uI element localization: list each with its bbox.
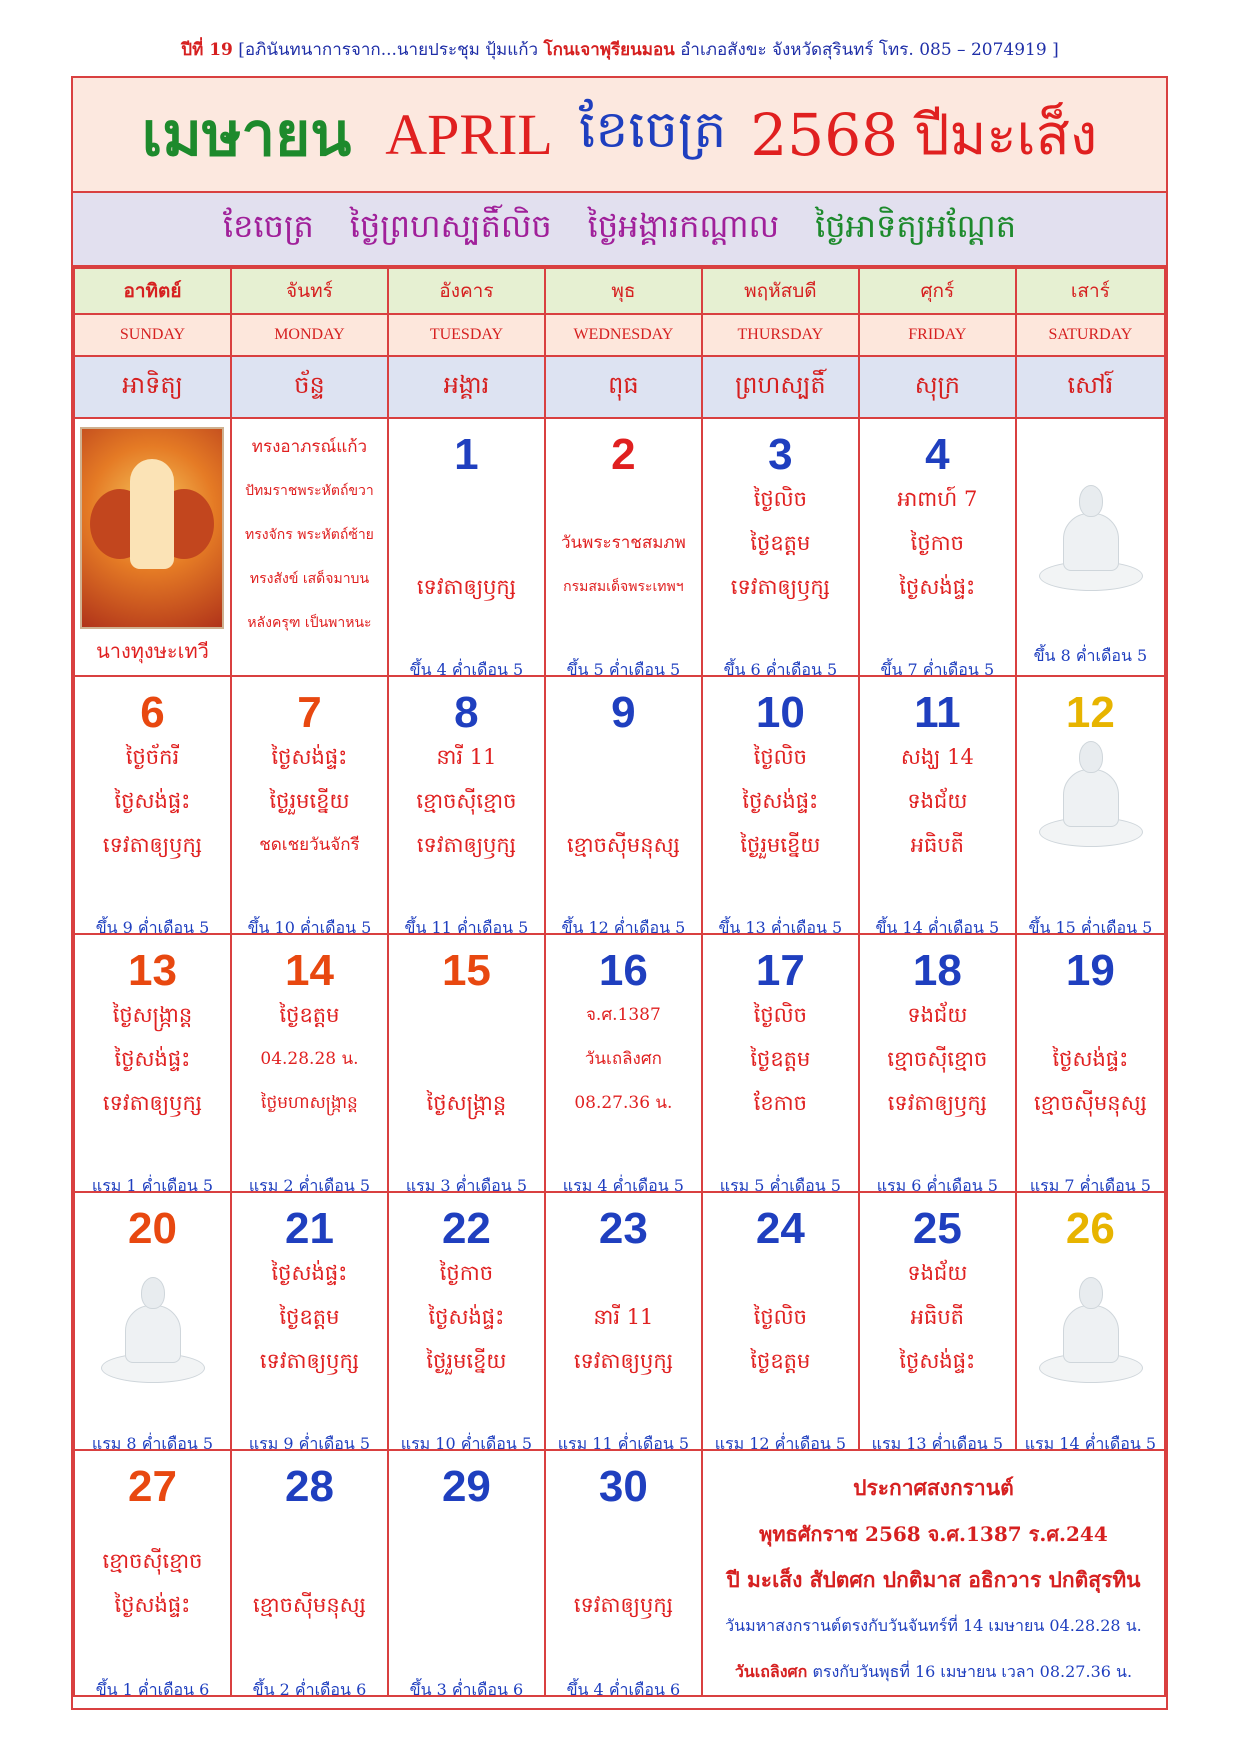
day-cell[interactable] xyxy=(74,1192,231,1450)
day-cell[interactable] xyxy=(388,1192,545,1450)
note-line: ខ្មោចស៊ីខ្មោច xyxy=(416,789,517,813)
songkran-thaloeng-label: วันเถลิงศก xyxy=(734,1662,808,1681)
weekday-english: MONDAY xyxy=(231,314,388,356)
week-row-3 xyxy=(74,934,1165,1192)
lunar-date: แรม 11 ค่ำเดือน 5 xyxy=(557,1434,690,1450)
note-line: ទងជ័យ xyxy=(907,1003,968,1027)
songkran-maha-day: วันมหาสงกรานต์ตรงกับวันจันทร์ที่ 14 เมษายน 04.28.28 น. xyxy=(725,1616,1142,1635)
lunar-date: แรม 8 ค่ำเดือน 5 xyxy=(91,1434,214,1450)
day-number: 7 xyxy=(297,688,322,737)
lunar-date: แรม 10 ค่ำเดือน 5 xyxy=(400,1434,533,1450)
lunar-date: ขึ้น 4 ค่ำเดือน 5 xyxy=(409,660,524,676)
weekday-english: THURSDAY xyxy=(702,314,859,356)
songkran-era: พุทธศักราช 2568 จ.ศ.1387 ร.ศ.244 xyxy=(759,1522,1108,1546)
note-line: ថ្ងៃសង់ផ្ទះ xyxy=(1052,1047,1129,1071)
weekday-thai: อาทิตย์ xyxy=(74,268,231,314)
day-number: 3 xyxy=(768,430,793,479)
note-line: ថ្ងៃរួមខ្នើយ xyxy=(740,833,821,857)
note-line: អធិបតី xyxy=(910,1305,964,1329)
day-cell[interactable] xyxy=(545,1450,702,1696)
lunar-date: แรม 2 ค่ำเดือน 5 xyxy=(248,1176,371,1192)
note-line: ទេវតាឲ្យឫក្ស xyxy=(102,1091,203,1115)
day-number: 23 xyxy=(598,1204,648,1253)
note-line: ថ្ងៃសង់ផ្ទះ xyxy=(114,1593,191,1617)
day-number: 17 xyxy=(755,946,805,995)
thai-month-title: เมษายน xyxy=(141,100,352,170)
note-line: ខ្មោចស៊ីមនុស្ស xyxy=(1033,1091,1147,1115)
day-number: 28 xyxy=(284,1462,334,1511)
note-line: ខ្មោចស៊ីខ្មោច xyxy=(102,1549,203,1573)
day-number: 1 xyxy=(454,430,479,479)
day-cell[interactable] xyxy=(1016,1192,1165,1450)
week-row-4 xyxy=(74,1192,1165,1450)
credit-line xyxy=(0,36,1240,63)
note-line: ថ្ងៃកាច xyxy=(910,531,964,555)
day-cell[interactable] xyxy=(545,418,702,676)
note-line: ថ្ងៃលិច xyxy=(753,487,808,511)
day-cell[interactable] xyxy=(1016,418,1165,676)
day-number: 13 xyxy=(128,946,177,995)
note-line: ทรงอาภรณ์แก้ว xyxy=(251,437,368,457)
day-number: 15 xyxy=(441,946,491,995)
day-number: 2 xyxy=(611,430,636,479)
day-number: 12 xyxy=(1065,688,1115,737)
day-cell[interactable] xyxy=(859,1192,1016,1450)
day-cell[interactable] xyxy=(702,676,859,934)
day-cell[interactable] xyxy=(545,676,702,934)
note-line: ទេវតាឲ្យឫក្ស xyxy=(887,1091,987,1115)
lunar-date: ขึ้น 15 ค่ำเดือน 5 xyxy=(1028,918,1153,934)
note-line: ថ្ងៃរួមខ្នើយ xyxy=(269,789,350,813)
day-number: 30 xyxy=(598,1462,648,1511)
weekday-thai: จันทร์ xyxy=(231,268,388,314)
khmer-subtitle-band xyxy=(73,193,1166,267)
lunar-date: ขึ้น 8 ค่ำเดือน 5 xyxy=(1033,646,1148,665)
weekday-thai: เสาร์ xyxy=(1016,268,1165,314)
note-line: នារី 11 xyxy=(593,1305,654,1329)
note-line: ថ្ងៃសង្ក្រាន្ត xyxy=(112,1003,193,1027)
songkran-thaloeng-line xyxy=(703,1649,1164,1695)
note-line: 08.27.36 น. xyxy=(574,1093,673,1113)
khmer-subtitle-0: ខែចេត្រ xyxy=(223,206,314,245)
lunar-date: แรม 13 ค่ำเดือน 5 xyxy=(871,1434,1003,1450)
weekday-row-thai xyxy=(74,268,1165,314)
note-line: ทรงสังข์ เสด็จมาบน xyxy=(249,571,370,587)
lunar-date: แรม 7 ค่ำเดือน 5 xyxy=(1029,1176,1151,1192)
week-row-2 xyxy=(74,676,1165,934)
day-number: 18 xyxy=(912,946,962,995)
english-month-title: APRIL xyxy=(385,102,553,167)
note-line: ថ្ងៃលិច xyxy=(753,1003,808,1027)
note-line: ថ្ងៃសង់ផ្ទះ xyxy=(271,1261,348,1285)
day-cell[interactable] xyxy=(702,934,859,1192)
day-cell[interactable] xyxy=(1016,934,1165,1192)
weekday-english: SATURDAY xyxy=(1016,314,1165,356)
note-line: ទេវតាឲ្យឫក្ស xyxy=(416,575,516,599)
buddha-image xyxy=(1035,1271,1145,1389)
note-line: จ.ศ.1387 xyxy=(585,1005,661,1025)
day-number: 4 xyxy=(925,430,950,479)
lunar-date: ขึ้น 11 ค่ำเดือน 5 xyxy=(404,918,529,934)
lunar-date: แรม 9 ค่ำเดือน 5 xyxy=(248,1434,371,1450)
week-row-5 xyxy=(74,1450,1165,1696)
note-line: ទេវតាឲ្យឫក្ស xyxy=(416,833,516,857)
note-line: ទេវតាឲ្យឫក្ស xyxy=(573,1593,673,1617)
note-line: ថ្ងៃរួមខ្នើយ xyxy=(426,1349,507,1373)
lunar-date: ขึ้น 2 ค่ำเดือน 6 xyxy=(252,1680,367,1696)
note-line: ปัทมราชพระหัตถ์ขวา xyxy=(245,483,374,499)
songkran-thaloeng: ตรงกับวันพุธที่ 16 เมษายน เวลา 08.27.36 น. xyxy=(812,1662,1133,1681)
khmer-subtitle-3: ថ្ងៃអាទិត្យអណ្ដែត xyxy=(815,206,1016,245)
day-cell[interactable] xyxy=(859,418,1016,676)
weekday-khmer: ពុធ xyxy=(545,356,702,418)
weekday-thai: อังคาร xyxy=(388,268,545,314)
year-title: 2568 xyxy=(750,100,898,169)
lunar-date: ขึ้น 6 ค่ำเดือน 5 xyxy=(723,660,838,676)
note-line: หลังครุฑ เป็นพาหนะ xyxy=(247,615,372,631)
note-line: សង្ឃ 14 xyxy=(900,745,974,769)
day-cell-empty-sun xyxy=(74,418,231,676)
lunar-date: ขึ้น 13 ค่ำเดือน 5 xyxy=(718,918,843,934)
note-line: ទេវតាឲ្យឫក្ស xyxy=(730,575,830,599)
thai-year-name: ปีมะเส็ง xyxy=(914,103,1098,168)
weekday-khmer: អាទិត្យ xyxy=(74,356,231,418)
weekday-english: WEDNESDAY xyxy=(545,314,702,356)
buddha-image xyxy=(1035,479,1145,597)
khmer-subtitle-1: ថ្ងៃព្រហស្បតិ៍លិច xyxy=(349,206,552,245)
note-line: ថ្ងៃច័ករី xyxy=(125,745,180,769)
note-line: ទេវតាឲ្យឫក្ស xyxy=(102,833,203,857)
khmer-month-title: ខែចេត្រ xyxy=(578,99,727,160)
weekday-khmer: សៅរ៍ xyxy=(1016,356,1165,418)
day-cell[interactable] xyxy=(545,1192,702,1450)
goddess-caption: นางทุงษะเทวี xyxy=(96,639,209,663)
weekday-thai: ศุกร์ xyxy=(859,268,1016,314)
note-line: ថ្ងៃកាច xyxy=(439,1261,494,1285)
note-line: ខ្មោចស៊ីមនុស្ស xyxy=(253,1593,366,1617)
day-cell[interactable] xyxy=(388,1450,545,1696)
day-number: 27 xyxy=(128,1462,177,1511)
day-number: 25 xyxy=(912,1204,962,1253)
note-line: ថ្ងៃសង់ផ្ទះ xyxy=(114,1047,191,1071)
note-line: អាពាហ៍ 7 xyxy=(897,487,978,511)
note-line: วันเถลิงศก xyxy=(584,1049,662,1069)
note-line: ទេវតាឲ្យឫក្ស xyxy=(259,1349,360,1373)
note-line: ថ្ងៃលិច xyxy=(753,1305,808,1329)
lunar-date: แรม 5 ค่ำเดือน 5 xyxy=(719,1176,841,1192)
lunar-date: ขึ้น 14 ค่ำเดือน 5 xyxy=(875,918,1000,934)
day-cell[interactable] xyxy=(74,934,231,1192)
lunar-date: แรม 3 ค่ำเดือน 5 xyxy=(405,1176,527,1192)
day-number: 24 xyxy=(755,1204,805,1253)
day-number: 16 xyxy=(598,946,648,995)
calendar-grid xyxy=(73,267,1166,1697)
day-cell[interactable] xyxy=(74,676,231,934)
day-number: 10 xyxy=(755,688,805,737)
note-line: ថ្ងៃសង់ផ្ទះ xyxy=(271,745,348,769)
note-line: ថ្ងៃសង្ក្រាន្ត xyxy=(426,1091,507,1115)
calendar-frame xyxy=(71,76,1168,1710)
day-number: 26 xyxy=(1065,1204,1115,1253)
note-line: ថ្ងៃឧត្តម xyxy=(279,1305,340,1329)
note-line: กรมสมเด็จพระเทพฯ xyxy=(563,579,684,595)
day-cell[interactable] xyxy=(545,934,702,1192)
lunar-date: ขึ้น 4 ค่ำเดือน 6 xyxy=(566,1680,681,1696)
note-line: អធិបតី xyxy=(910,833,964,857)
note-line: ทรงจักร พระหัตถ์ซ้าย xyxy=(245,527,374,543)
day-number: 20 xyxy=(128,1204,177,1253)
day-cell[interactable] xyxy=(231,1192,388,1450)
weekday-khmer: សុក្រ xyxy=(859,356,1016,418)
buddha-image xyxy=(97,1271,207,1389)
note-line: ខែកាច xyxy=(753,1091,808,1115)
lunar-date: ขึ้น 9 ค่ำเดือน 5 xyxy=(95,918,210,934)
songkran-title: ประกาศสงกรานต์ xyxy=(853,1475,1014,1500)
day-cell[interactable] xyxy=(231,676,388,934)
day-cell[interactable] xyxy=(1016,676,1165,934)
weekday-english: SUNDAY xyxy=(74,314,231,356)
songkran-year-line: ปี มะเส็ง สัปตศก ปกติมาส อธิกวาร ปกติสุรทิน xyxy=(726,1567,1141,1592)
day-cell[interactable] xyxy=(231,934,388,1192)
goddess-image xyxy=(80,427,224,629)
songkran-announcement xyxy=(702,1450,1165,1696)
day-cell[interactable] xyxy=(388,418,545,676)
weekday-english: FRIDAY xyxy=(859,314,1016,356)
buddha-image xyxy=(1035,735,1145,853)
note-line: ថ្ងៃសង់ផ្ទះ xyxy=(899,575,976,599)
note-line: วันพระราชสมภพ xyxy=(560,533,686,553)
note-line: ថ្ងៃឧត្តម xyxy=(750,531,811,555)
weekday-english: TUESDAY xyxy=(388,314,545,356)
note-line: ថ្ងៃសង់ផ្ទះ xyxy=(428,1305,505,1329)
weekday-khmer: អង្គារ xyxy=(388,356,545,418)
note-line: ថ្ងៃសង់ផ្ទះ xyxy=(742,789,819,813)
lunar-date: แรม 6 ค่ำเดือน 5 xyxy=(876,1176,998,1192)
day-number: 9 xyxy=(611,688,636,737)
note-line: ខ្មោចស៊ីខ្មោច xyxy=(887,1047,988,1071)
day-number: 14 xyxy=(284,946,334,995)
credit-school: โกนเจาพุรียนมอน xyxy=(543,40,675,60)
day-number: 8 xyxy=(454,688,479,737)
lunar-date: ขึ้น 7 ค่ำเดือน 5 xyxy=(880,660,995,676)
day-cell[interactable] xyxy=(231,1450,388,1696)
credit-text-2: อำเภอสังขะ จังหวัดสุรินทร์ โทร. 085 – 2074919 ] xyxy=(680,40,1059,60)
weekday-row-english xyxy=(74,314,1165,356)
note-line: ថ្ងៃមហាសង្ក្រាន្ត xyxy=(261,1093,358,1113)
note-line: ថ្ងៃឧត្តម xyxy=(279,1003,340,1027)
note-line: ថ្ងៃសង់ផ្ទះ xyxy=(899,1349,976,1373)
lunar-date: แรม 1 ค่ำเดือน 5 xyxy=(91,1176,214,1192)
lunar-date: ขึ้น 10 ค่ำเดือน 5 xyxy=(247,918,372,934)
note-line: 04.28.28 น. xyxy=(260,1049,359,1069)
lunar-date: แรม 4 ค่ำเดือน 5 xyxy=(562,1176,684,1192)
note-line: ชดเชยวันจักรี xyxy=(259,835,360,855)
note-line: ថ្ងៃសង់ផ្ទះ xyxy=(114,789,191,813)
day-cell-empty-mon xyxy=(231,418,388,676)
note-line: ខ្មោចស៊ីមនុស្ស xyxy=(566,833,680,857)
day-number: 29 xyxy=(441,1462,491,1511)
day-cell[interactable] xyxy=(859,934,1016,1192)
lunar-date: ขึ้น 3 ค่ำเดือน 6 xyxy=(409,1680,524,1696)
day-number: 11 xyxy=(914,688,961,737)
day-number: 6 xyxy=(140,688,165,737)
credit-text: [อภินันทนาการจาก...นายประชุม ปุ้มแก้ว xyxy=(238,40,539,60)
lunar-date: แรม 14 ค่ำเดือน 5 xyxy=(1024,1434,1157,1450)
day-cell[interactable] xyxy=(702,1192,859,1450)
lunar-date: แรม 12 ค่ำเดือน 5 xyxy=(714,1434,847,1450)
weekday-thai: พุธ xyxy=(545,268,702,314)
day-number: 21 xyxy=(284,1204,334,1253)
note-line: នារី 11 xyxy=(436,745,497,769)
day-cell[interactable] xyxy=(74,1450,231,1696)
weekday-khmer: ព្រហស្បតិ៍ xyxy=(702,356,859,418)
note-line: ថ្ងៃឧត្តម xyxy=(750,1349,811,1373)
note-line: ទេវតាឲ្យឫក្ស xyxy=(573,1349,673,1373)
title-band xyxy=(73,78,1166,193)
weekday-thai: พฤหัสบดี xyxy=(702,268,859,314)
week-row-1 xyxy=(74,418,1165,676)
day-cell[interactable] xyxy=(388,676,545,934)
day-cell[interactable] xyxy=(859,676,1016,934)
note-line: ថ្ងៃឧត្តម xyxy=(750,1047,811,1071)
day-cell[interactable] xyxy=(388,934,545,1192)
lunar-date: ขึ้น 1 ค่ำเดือน 6 xyxy=(95,1680,210,1696)
weekday-khmer: ច័ន្ទ xyxy=(231,356,388,418)
note-line: ទងជ័យ xyxy=(907,789,968,813)
lunar-date: ขึ้น 12 ค่ำเดือน 5 xyxy=(561,918,686,934)
day-number: 19 xyxy=(1065,946,1115,995)
khmer-subtitle-2: ថ្ងៃអង្គារកណ្ដាល xyxy=(587,206,780,245)
day-number: 22 xyxy=(441,1204,491,1253)
credit-year: ปีที่ 19 xyxy=(181,40,233,60)
weekday-row-khmer xyxy=(74,356,1165,418)
note-line: ថ្ងៃលិច xyxy=(753,745,808,769)
day-cell[interactable] xyxy=(702,418,859,676)
note-line: ទងជ័យ xyxy=(907,1261,968,1285)
lunar-date: ขึ้น 5 ค่ำเดือน 5 xyxy=(566,660,681,676)
